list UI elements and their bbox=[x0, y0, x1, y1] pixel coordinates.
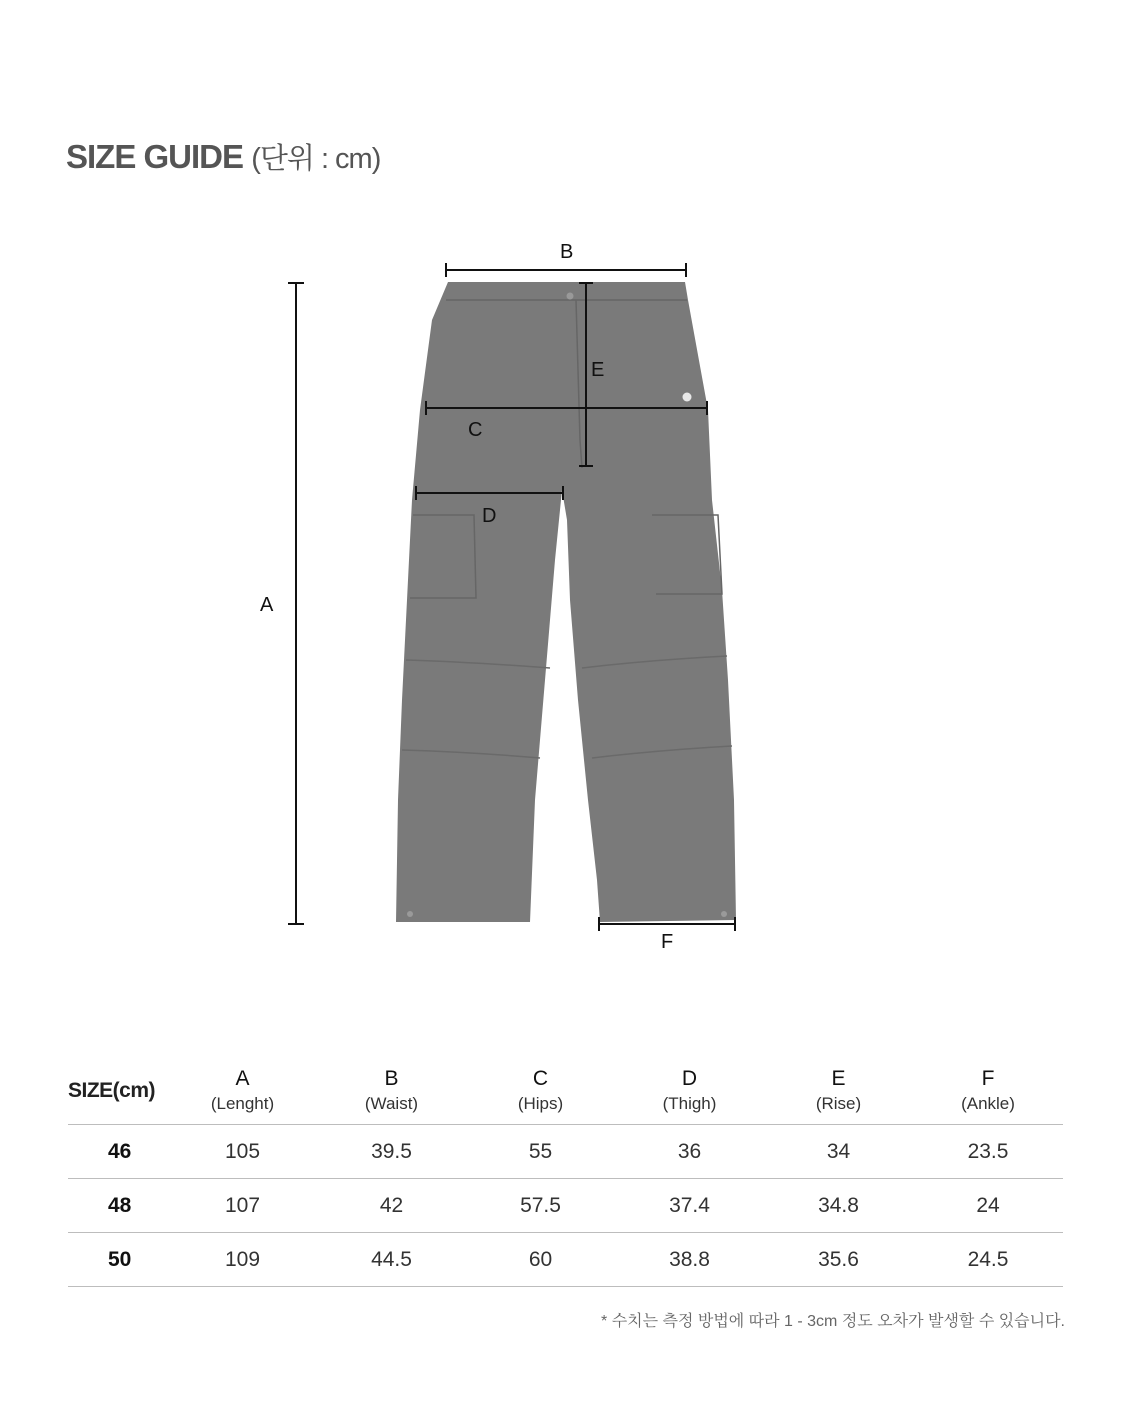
measurement-note: * 수치는 측정 방법에 따라 1 - 3cm 정도 오차가 발생할 수 있습니다. bbox=[601, 1313, 1065, 1330]
label-b: B bbox=[560, 241, 574, 263]
table-row bbox=[68, 1179, 1063, 1233]
value-cell: 36 bbox=[677, 1139, 702, 1163]
column-header-e: E (Rise) bbox=[815, 1067, 862, 1113]
value-cell: 23.5 bbox=[967, 1139, 1009, 1163]
size-cell: 50 bbox=[108, 1247, 132, 1271]
label-e: E bbox=[591, 359, 605, 381]
value-cell: 34 bbox=[826, 1139, 851, 1163]
left-hem-snap bbox=[407, 911, 413, 917]
size-cell: 46 bbox=[108, 1139, 132, 1163]
value-cell: 38.8 bbox=[669, 1247, 710, 1271]
value-cell: 105 bbox=[224, 1139, 261, 1163]
size-table bbox=[68, 1058, 1063, 1287]
value-cell: 57.5 bbox=[520, 1193, 561, 1217]
value-cell: 109 bbox=[224, 1247, 261, 1271]
value-cell: 55 bbox=[528, 1139, 553, 1163]
table-row bbox=[68, 1125, 1063, 1179]
title-main: SIZE GUIDE bbox=[66, 138, 244, 175]
value-cell: 34.8 bbox=[818, 1193, 859, 1217]
value-cell: 24.5 bbox=[967, 1247, 1009, 1271]
label-a: A bbox=[260, 594, 274, 616]
label-c: C bbox=[468, 419, 483, 441]
column-header-c: C (Hips) bbox=[517, 1067, 564, 1113]
table-header-row bbox=[68, 1058, 1063, 1125]
size-column-header: SIZE(cm) bbox=[68, 1079, 156, 1102]
size-cell: 48 bbox=[108, 1193, 132, 1217]
label-f: F bbox=[661, 931, 674, 953]
table-row bbox=[68, 1233, 1063, 1287]
pants-illustration bbox=[396, 282, 736, 922]
value-cell: 44.5 bbox=[371, 1247, 412, 1271]
column-header-f: F (Ankle) bbox=[961, 1067, 1015, 1113]
value-cell: 35.6 bbox=[818, 1247, 859, 1271]
value-cell: 42 bbox=[379, 1193, 404, 1217]
pants-body bbox=[396, 282, 736, 922]
value-cell: 60 bbox=[528, 1247, 553, 1271]
column-header-a: A (Lenght) bbox=[210, 1067, 275, 1113]
logo-dot bbox=[683, 393, 692, 402]
value-cell: 37.4 bbox=[669, 1193, 710, 1217]
value-cell: 39.5 bbox=[371, 1139, 412, 1163]
right-hem-snap bbox=[721, 911, 727, 917]
waist-button bbox=[567, 293, 574, 300]
column-header-d: D (Thigh) bbox=[662, 1067, 717, 1113]
label-d: D bbox=[482, 505, 497, 527]
column-header-b: B (Waist) bbox=[364, 1067, 419, 1113]
title-unit: (단위 : cm) bbox=[251, 143, 381, 175]
value-cell: 107 bbox=[224, 1193, 261, 1217]
value-cell: 24 bbox=[976, 1193, 1000, 1217]
